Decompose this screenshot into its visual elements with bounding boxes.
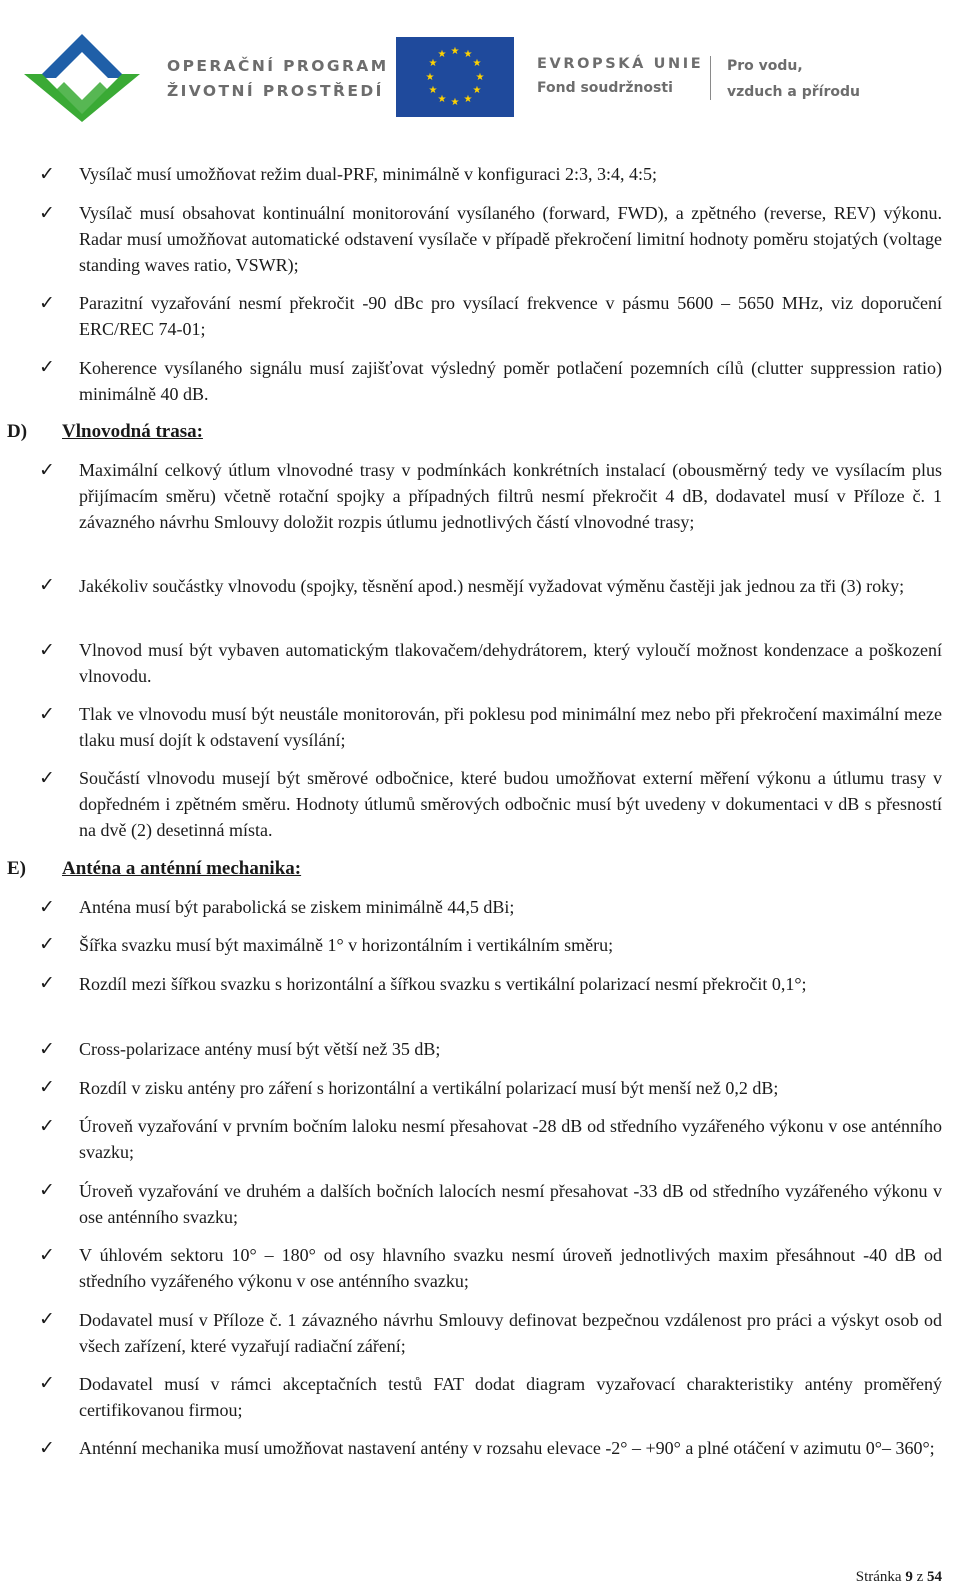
list-item: Tlak ve vlnovodu musí být neustále monitorován, při poklesu pod minimální mez nebo při překročení maximální meze tlaku musí dojít k odstavení vysílání;	[79, 704, 942, 750]
eu-fund-name: Fond soudržnosti	[537, 80, 673, 96]
checkmark-icon: ✓	[39, 1038, 55, 1060]
list-item: Dodavatel musí v rámci akceptačních testů FAT dodat diagram vyzařovací charakteristiky antény proměřený certifikovanou firmou;	[79, 1374, 942, 1420]
checkmark-icon: ✓	[39, 1308, 55, 1330]
checkmark-icon: ✓	[39, 933, 55, 955]
op-program-name	[167, 54, 389, 104]
list-item: Anténní mechanika musí umožňovat nastavení antény v rozsahu elevace -2° – +90° a plné otáčení v azimutu 0°– 360°;	[79, 1438, 935, 1458]
svg-text:★: ★	[472, 58, 482, 69]
svg-text:★: ★	[450, 46, 460, 57]
list-item: Vysílač musí umožňovat režim dual-PRF, minimálně v konfiguraci 2:3, 3:4, 4:5;	[79, 164, 657, 184]
checkmark-icon: ✓	[39, 356, 55, 378]
total-pages: 54	[927, 1569, 942, 1585]
op-line1: OPERAČNÍ PROGRAM	[167, 57, 389, 75]
svg-text:★: ★	[428, 85, 438, 96]
checkmark-icon: ✓	[39, 1372, 55, 1394]
list-item: Vlnovod musí být vybaven automatickým tlakovačem/dehydrátorem, který vyloučí možnost kondenzace a poškození vlnovodu.	[79, 640, 942, 686]
list-item: Úroveň vyzařování v prvním bočním laloku nesmí přesahovat -28 dB od středního vyzářeného výkonu v ose anténního svazku;	[79, 1116, 942, 1162]
checkmark-icon: ✓	[39, 639, 55, 661]
eu-text-block	[537, 53, 703, 101]
eu-title: EVROPSKÁ UNIE	[537, 56, 704, 72]
svg-text:★: ★	[463, 94, 473, 105]
checkmark-icon: ✓	[39, 292, 55, 314]
list-item: Anténa musí být parabolická se ziskem minimálně 44,5 dBi;	[79, 897, 515, 917]
section-d-letter: D)	[7, 421, 28, 442]
list-item: Parazitní vyzařování nesmí překročit -90 dBc pro vysílací frekvence v pásmu 5600 – 5650 MHz, viz doporučení ERC/REC 74-01;	[79, 293, 942, 339]
current-page: 9	[905, 1569, 913, 1585]
checkmark-icon: ✓	[39, 1076, 55, 1098]
list-item: Maximální celkový útlum vlnovodné trasy v podmínkách konkrétních instalací (obousměrný tedy ve vysílacím plus přijímacím směru) včetně rotační spojky a případných filtrů nesmí překročit 4 dB, dodavatel musí v Příloze č. 1 závazného návrhu Smlouvy doložit rozpis útlumu jednotlivých částí vlnovodné trasy;	[79, 460, 942, 532]
checkmark-icon: ✓	[39, 972, 55, 994]
svg-text:★: ★	[475, 72, 485, 83]
footer-label: Stránka	[855, 1569, 902, 1585]
svg-text:★: ★	[450, 97, 460, 108]
section-e-title: Anténa a anténní mechanika:	[62, 858, 302, 879]
svg-text:★: ★	[472, 85, 482, 96]
section-d-title: Vlnovodná trasa:	[62, 421, 203, 442]
list-item: Součástí vlnovodu musejí být směrové odbočnice, které budou umožňovat externí měření výkonu a útlumu trasy v dopředném i zpětném směru. Hodnoty útlumů směrových odbočnic musí být uvedeny v dokumentaci v dB s přesností na dvě (2) desetinná místa.	[79, 768, 942, 840]
op-zp-logo-icon	[22, 30, 142, 126]
eu-motto	[727, 53, 860, 105]
motto-line1: Pro vodu,	[727, 58, 803, 74]
list-item: Rozdíl mezi šířkou svazku s horizontální a šířkou svazku s vertikální polarizací nesmí překročit 0,1°;	[79, 974, 807, 994]
checkmark-icon: ✓	[39, 1115, 55, 1137]
svg-text:★: ★	[437, 49, 447, 60]
svg-text:★: ★	[437, 94, 447, 105]
list-item: Vysílač musí obsahovat kontinuální monitorování vysílaného (forward, FWD), a zpětného (reverse, REV) výkonu. Radar musí umožňovat automatické odstavení vysílače v případě překročení limitní hodnoty poměru stojatých (voltage standing waves ratio, VSWR);	[79, 203, 942, 275]
list-item: Jakékoliv součástky vlnovodu (spojky, těsnění apod.) nesmějí vyžadovat výměnu častěji jak jednou za tři (3) roky;	[79, 576, 905, 596]
list-item: Cross-polarizace antény musí být větší než 35 dB;	[79, 1039, 441, 1059]
section-e-letter: E)	[7, 858, 26, 879]
checkmark-icon: ✓	[39, 767, 55, 789]
list-item: Koherence vysílaného signálu musí zajišťovat výsledný poměr potlačení pozemních cílů (clutter suppression ratio) minimálně 40 dB.	[79, 358, 942, 404]
list-item: Úroveň vyzařování ve druhém a dalších bočních lalocích nesmí přesahovat -33 dB od středního vyzářeného výkonu v ose anténního svazku;	[79, 1181, 942, 1227]
checkmark-icon: ✓	[39, 459, 55, 481]
page-footer	[856, 1567, 942, 1587]
page-header	[0, 0, 960, 140]
checkmark-icon: ✓	[39, 1437, 55, 1459]
checkmark-icon: ✓	[39, 574, 55, 596]
checkmark-icon: ✓	[39, 202, 55, 224]
checkmark-icon: ✓	[39, 1179, 55, 1201]
svg-text:★: ★	[428, 58, 438, 69]
checkmark-icon: ✓	[39, 703, 55, 725]
checkmark-icon: ✓	[39, 163, 55, 185]
checkmark-icon: ✓	[39, 1244, 55, 1266]
svg-text:★: ★	[463, 49, 473, 60]
list-item: Šířka svazku musí být maximálně 1° v horizontálním i vertikálním směru;	[79, 935, 614, 955]
footer-separator: z	[916, 1569, 924, 1585]
list-item: Rozdíl v zisku antény pro záření s horizontální a vertikální polarizací musí být menší než 0,2 dB;	[79, 1078, 779, 1098]
op-line2: ŽIVOTNÍ PROSTŘEDÍ	[167, 82, 384, 100]
eu-flag-icon	[396, 37, 514, 117]
header-divider	[710, 56, 711, 100]
motto-line2: vzduch a přírodu	[727, 84, 860, 100]
list-item: V úhlovém sektoru 10° – 180° od osy hlavního svazku nesmí úroveň jednotlivých maxim přesáhnout -40 dB od středního vyzářeného výkonu v ose anténního svazku;	[79, 1245, 942, 1291]
svg-text:★: ★	[425, 72, 435, 83]
checkmark-icon: ✓	[39, 896, 55, 918]
list-item: Dodavatel musí v Příloze č. 1 závazného návrhu Smlouvy definovat bezpečnou vzdálenost pro práci a výskyt osob od všech zařízení, které vyzařují radiační záření;	[79, 1310, 942, 1356]
